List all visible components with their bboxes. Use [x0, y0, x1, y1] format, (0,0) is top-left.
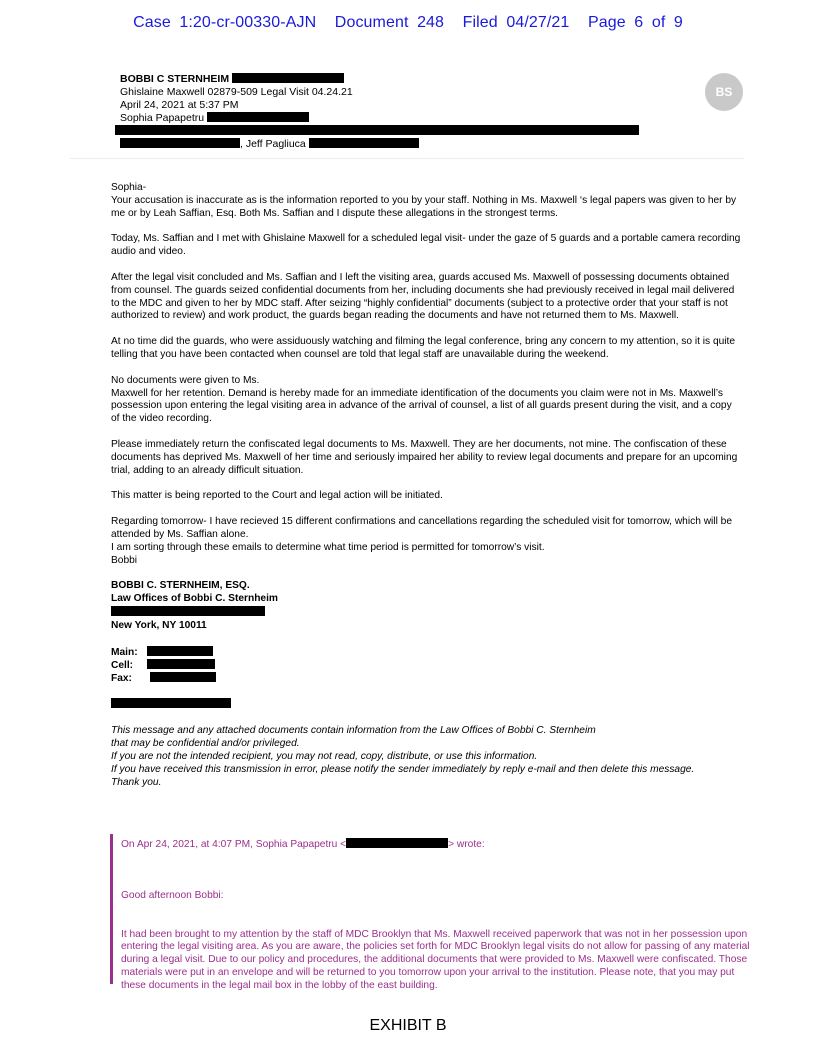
disclaimer-line: that may be confidential and/or privileged.: [111, 738, 300, 750]
fax-row: [111, 672, 741, 685]
document-number: Document 248: [334, 14, 445, 31]
date-value: April 24, 2021 at 5:37 PM: [120, 99, 239, 111]
to-value: Sophia Papapetru: [120, 112, 205, 124]
body-paragraph: Maxwell for her retention. Demand is hereby made for an immediate identification of the documents you claim were not in Ms. Maxwell’s possession upon entering the legal visiting area in advance of the arrival of counsel, a list of all guards present during the visit, and a copy of the video recording.: [111, 387, 732, 425]
body-paragraph: Today, Ms. Saffian and I met with Ghislaine Maxwell for a scheduled legal visit- under the gaze of 5 guards and a portable camera recording audio and video.: [111, 233, 741, 258]
main-phone-row: [111, 646, 741, 659]
body-paragraph: Regarding tomorrow- I have recieved 15 different confirmations and cancellations regarding the scheduled visit for tomorrow, which will be attended by Ms. Saffian alone.: [111, 516, 732, 540]
body-paragraph: I am sorting through these emails to determine what time period is permitted for tomorrow’s visit.: [111, 541, 545, 553]
body-paragraph: This matter is being reported to the Court and legal action will be initiated.: [111, 490, 443, 502]
disclaimer-line: If you have received this transmission in error, please notify the sender immediately by reply e-mail and then delete this message.: [111, 763, 695, 775]
signature-name: BOBBI C. STERNHEIM, ESQ.: [111, 580, 250, 592]
disclaimer-line: This message and any attached documents contain information from the Law Offices of Bobbi C. Sternheim: [111, 725, 596, 737]
quoted-email: [110, 834, 753, 991]
redaction-box: [150, 672, 216, 682]
redaction-box: [232, 73, 344, 83]
quoted-greeting: Good afternoon Bobbi:: [121, 889, 224, 901]
sign-off: Bobbi: [111, 554, 138, 566]
disclaimer-line: Thank you.: [111, 776, 162, 788]
redaction-box: [120, 138, 240, 148]
body-paragraph: Please immediately return the confiscated legal documents to Ms. Maxwell. They are her documents, not mine. The confiscation of these documents has deprived Ms. Maxwell of her time and seriously impaired her ability to review legal documents and prepare for an upcoming trial, adding to an already difficult situation.: [111, 438, 738, 476]
cc-suffix: , Jeff Pagliuca: [240, 138, 306, 150]
subject-value: Ghislaine Maxwell 02879-509 Legal Visit 04.24.21: [120, 86, 353, 98]
body-paragraph: After the legal visit concluded and Ms. Saffian and I left the visiting area, guards accused Ms. Maxwell of possessing documents obtained from counsel. The guards seized confidential documents from her, including documents she had previously received in legal mail delivered to the MDC and given to her by MDC staff. After seizing “highly confidential” documents (subject to a protective order that your staff is not authorized to review) and work product, the guards began reading the documents and have not returned them to Ms. Maxwell.: [111, 271, 735, 322]
redaction-box: [207, 112, 309, 122]
body-paragraph: Your accusation is inaccurate as is the information reported to you by your staff. Nothing in Ms. Maxwell ‘s legal papers was given to her by me or by Leah Saffian, Esq. Both Ms. Saffian and I dispute these allegations in the strongest terms.: [111, 194, 737, 219]
email-body: [111, 182, 741, 789]
from-value: BOBBI C STERNHEIM: [120, 73, 230, 85]
main-label: Main:: [111, 646, 138, 658]
disclaimer-line: If you are not the intended recipient, you may not read, copy, distribute, or use this information.: [111, 750, 538, 762]
body-paragraph: No documents were given to Ms.: [111, 374, 260, 386]
redaction-box: [147, 659, 215, 669]
quoted-text: It had been brought to my attention by the staff of MDC Brooklyn that Ms. Maxwell received paperwork that was not in her possession upon entering the legal visiting area. As you are aware, the policies set forth for MDC Brooklyn legal visits do not allow for passing of any material during a legal visit. Due to our policy and procedures, the additional documents that were provided to Ms. Maxwell were confiscated. Those materials were put in an envelope and will be returned to you tomorrow upon your arrival to the institution. Please note, that you may put these documents in the legal mail box in the lobby of the east building.: [121, 928, 750, 991]
quoted-header: On Apr 24, 2021, at 4:07 PM, Sophia Papapetru < > wrote:: [121, 839, 485, 850]
cell-label: Cell:: [111, 659, 134, 671]
redaction-box: [111, 606, 265, 616]
signature-firm: Law Offices of Bobbi C. Sternheim: [111, 593, 278, 605]
redaction-box: [309, 138, 419, 148]
filed-date: Filed 04/27/21: [462, 14, 570, 31]
redaction-box: [111, 698, 231, 708]
redaction-box: [346, 838, 448, 848]
page-number: Page 6 of 9: [587, 14, 683, 31]
court-filing-header: [0, 14, 816, 32]
redaction-box: [115, 125, 639, 135]
cell-phone-row: [111, 659, 741, 672]
signature-block: [111, 580, 741, 711]
case-number: Case 1:20-cr-00330-AJN: [133, 14, 317, 31]
exhibit-label: EXHIBIT B: [369, 1017, 447, 1034]
greeting: Sophia-: [111, 182, 147, 193]
sender-avatar: BS: [705, 73, 743, 111]
confidentiality-disclaimer: [111, 725, 741, 789]
redaction-box: [147, 646, 213, 656]
signature-city: New York, NY 10011: [111, 619, 207, 631]
fax-label: Fax:: [111, 672, 132, 684]
body-paragraph: At no time did the guards, who were assiduously watching and filming the legal conference, bring any concern to my attention, so it is quite telling that you have been contacted when counsel are told that legal staff are unavailable during the weekend.: [111, 336, 736, 360]
header-divider: [70, 158, 744, 159]
